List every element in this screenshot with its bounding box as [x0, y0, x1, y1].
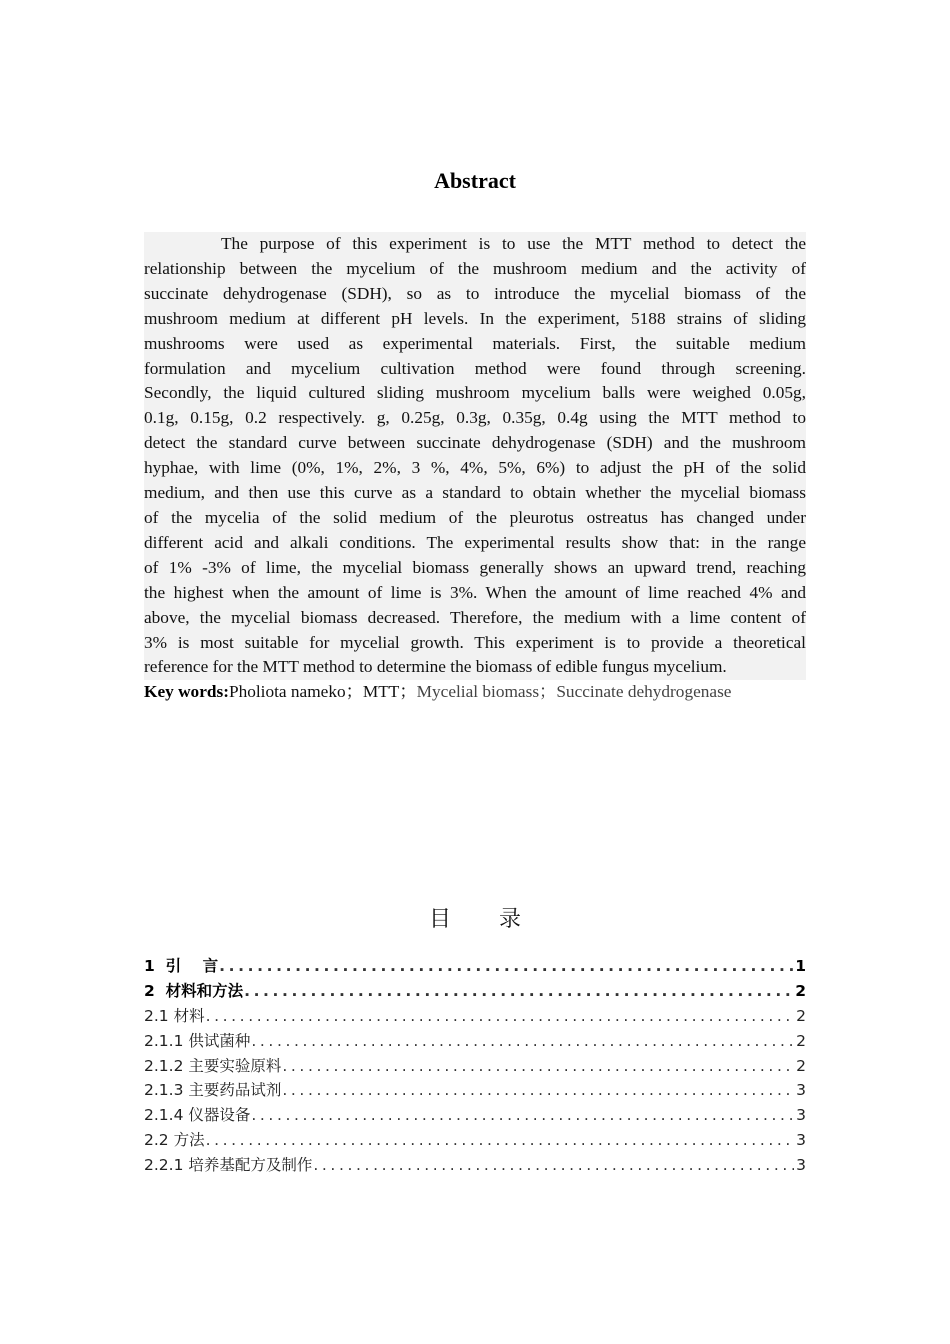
- toc-entry[interactable]: [144, 954, 806, 979]
- toc-entry[interactable]: [144, 1128, 806, 1153]
- toc-entry-label: 2.2 方法: [144, 1131, 205, 1150]
- toc-leader-dots: [219, 954, 793, 979]
- abstract-line: different acid and alkali conditions. The experimental results show that: in the range: [144, 531, 806, 556]
- abstract-heading: Abstract: [434, 168, 516, 193]
- toc-entry[interactable]: [144, 979, 806, 1004]
- table-of-contents: [144, 954, 806, 1178]
- abstract-line: reference for the MTT method to determine the biomass of edible fungus mycelium.: [144, 655, 806, 680]
- toc-entry-label: 2.1.3 主要药品试剂: [144, 1081, 282, 1100]
- toc-entry-label: 1 引 言: [144, 957, 219, 975]
- toc-entry[interactable]: [144, 1103, 806, 1128]
- toc-entry[interactable]: [144, 1029, 806, 1054]
- abstract-line: mushrooms were used as experimental materials. First, the suitable medium: [144, 332, 806, 357]
- toc-leader-dots: [313, 1153, 794, 1178]
- keywords-secondary: Mycelial biomass；Succinate dehydrogenase: [416, 682, 732, 701]
- keywords-primary: Pholiota nameko；MTT；: [228, 682, 417, 701]
- toc-entry-label: 2.1.2 主要实验原料: [144, 1056, 282, 1075]
- abstract-paragraph: [144, 232, 806, 680]
- abstract-line: formulation and mycelium cultivation method were found through screening.: [144, 357, 806, 382]
- toc-entry-label: 2.1 材料: [144, 1006, 205, 1025]
- toc-page-number: 3: [796, 1131, 806, 1150]
- toc-entry-label: 2.1.1 供试菌种: [144, 1031, 251, 1050]
- toc-page-number: 3: [796, 1081, 806, 1100]
- abstract-line: 3% is most suitable for mycelial growth. This experiment is to provide a theoretical: [144, 631, 806, 656]
- toc-page-number: 3: [796, 1106, 806, 1125]
- keywords-line: [144, 680, 844, 704]
- toc-heading-char: 目: [428, 907, 451, 932]
- toc-heading-char: 录: [499, 907, 522, 932]
- toc-heading: [0, 902, 950, 933]
- toc-leader-dots: [251, 1029, 794, 1054]
- toc-entry-label: 2 材料和方法: [144, 981, 244, 1000]
- toc-entry[interactable]: [144, 1004, 806, 1029]
- toc-leader-dots: [282, 1054, 794, 1079]
- toc-entry-label: 2.2.1 培养基配方及制作: [144, 1156, 313, 1175]
- keywords-label: Key words:: [144, 682, 229, 701]
- abstract-line: 0.1g, 0.15g, 0.2 respectively. g, 0.25g, 0.3g, 0.35g, 0.4g using the MTT method to: [144, 406, 806, 431]
- toc-entry[interactable]: [144, 1054, 806, 1079]
- abstract-line: relationship between the mycelium of the mushroom medium and the activity of: [144, 257, 806, 282]
- toc-leader-dots: [244, 979, 793, 1004]
- abstract-line: mushroom medium at different pH levels. In the experiment, 5188 strains of sliding: [144, 307, 806, 332]
- toc-leader-dots: [251, 1103, 794, 1128]
- abstract-line: the highest when the amount of lime is 3%. When the amount of lime reached 4% and: [144, 581, 806, 606]
- toc-leader-dots: [206, 1004, 795, 1029]
- toc-page-number: 2: [796, 1056, 806, 1075]
- toc-entry[interactable]: [144, 1078, 806, 1103]
- toc-page-number: 1: [795, 957, 806, 975]
- abstract-line: of the mycelia of the solid medium of the pleurotus ostreatus has changed under: [144, 506, 806, 531]
- toc-page-number: 3: [796, 1156, 806, 1175]
- toc-page-number: 2: [795, 981, 806, 1000]
- toc-page-number: 2: [796, 1006, 806, 1025]
- abstract-line: above, the mycelial biomass decreased. Therefore, the medium with a lime content of: [144, 606, 806, 631]
- abstract-line: succinate dehydrogenase (SDH), so as to introduce the mycelial biomass of the: [144, 282, 806, 307]
- toc-entry[interactable]: [144, 1153, 806, 1178]
- abstract-line: Secondly, the liquid cultured sliding mushroom mycelium balls were weighed 0.05g,: [144, 381, 806, 406]
- toc-leader-dots: [206, 1128, 795, 1153]
- abstract-line: hyphae, with lime (0%, 1%, 2%, 3 %, 4%, 5%, 6%) to adjust the pH of the solid: [144, 456, 806, 481]
- toc-leader-dots: [282, 1078, 794, 1103]
- abstract-line: The purpose of this experiment is to use the MTT method to detect the: [144, 232, 806, 257]
- toc-entry-label: 2.1.4 仪器设备: [144, 1106, 251, 1125]
- toc-page-number: 2: [796, 1031, 806, 1050]
- abstract-line: of 1% -3% of lime, the mycelial biomass generally shows an upward trend, reaching: [144, 556, 806, 581]
- abstract-line: medium, and then use this curve as a standard to obtain whether the mycelial biomass: [144, 481, 806, 506]
- abstract-line: detect the standard curve between succinate dehydrogenase (SDH) and the mushroom: [144, 431, 806, 456]
